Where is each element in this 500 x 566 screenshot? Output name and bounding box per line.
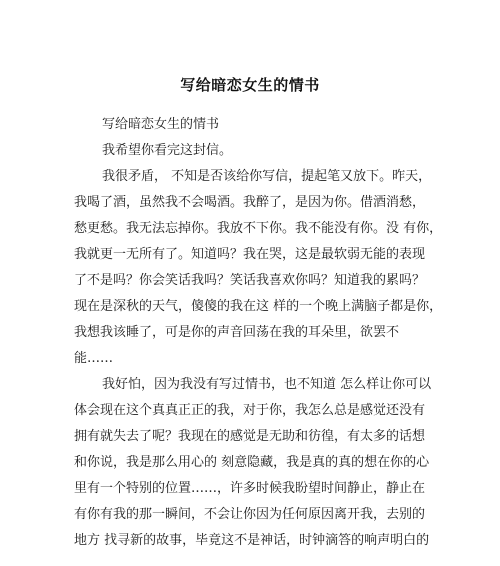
body-line: 现在是深秋的天气，傻傻的我在这 样的一个晚上满脑子都是你， xyxy=(74,299,443,314)
document-body xyxy=(74,112,443,554)
body-line: 和你说，我是那么用心的 刻意隐藏，我是真的真的想在你的心 xyxy=(74,455,430,470)
body-line: 地方 找寻新的故事，毕竟这不是神话，时钟滴答的响声明白的 xyxy=(74,533,430,548)
body-line: 我喝了酒，虽然我不会喝酒。我醉了，是因为你。借酒消愁， xyxy=(74,195,426,210)
body-line: 里有一个特别的位置……，许多时候我盼望时间静止，静止在 xyxy=(74,481,426,496)
body-line: 我好怕，因为我没有写过情书，也不知道 怎么样让你可以 xyxy=(102,377,432,392)
body-line: 体会现在这个真真正正的我，对于你，我怎么总是感觉还没有 xyxy=(74,403,426,418)
document-title: 写给暗恋女生的情书 xyxy=(180,76,320,94)
body-line: 有你有我的那一瞬间，不会让你因为任何原因离开我，去别的 xyxy=(74,507,426,522)
body-line: 我想我该睡了，可是你的声音回荡在我的耳朵里，欲罢不 xyxy=(74,325,400,340)
body-line: 我希望你看完这封信。 xyxy=(102,143,233,158)
body-line: 我很矛盾， 不知是否该给你写信，提起笔又放下。昨天， xyxy=(102,169,432,184)
body-line: 我就更一无所有了。知道吗？我在哭，这是最软弱无能的表现 xyxy=(74,247,426,262)
body-line: 了不是吗？你会笑话我吗？笑话我喜欢你吗？知道我的累吗？ xyxy=(74,273,426,288)
body-line: 愁更愁。我无法忘掉你。我放不下你。我不能没有你。没 有你， xyxy=(74,221,443,236)
body-line: 拥有就失去了呢？我现在的感觉是无助和彷徨，有太多的话想 xyxy=(74,429,426,444)
body-line: 写给暗恋女生的情书 xyxy=(102,117,220,132)
body-line: 能…… xyxy=(74,351,114,366)
